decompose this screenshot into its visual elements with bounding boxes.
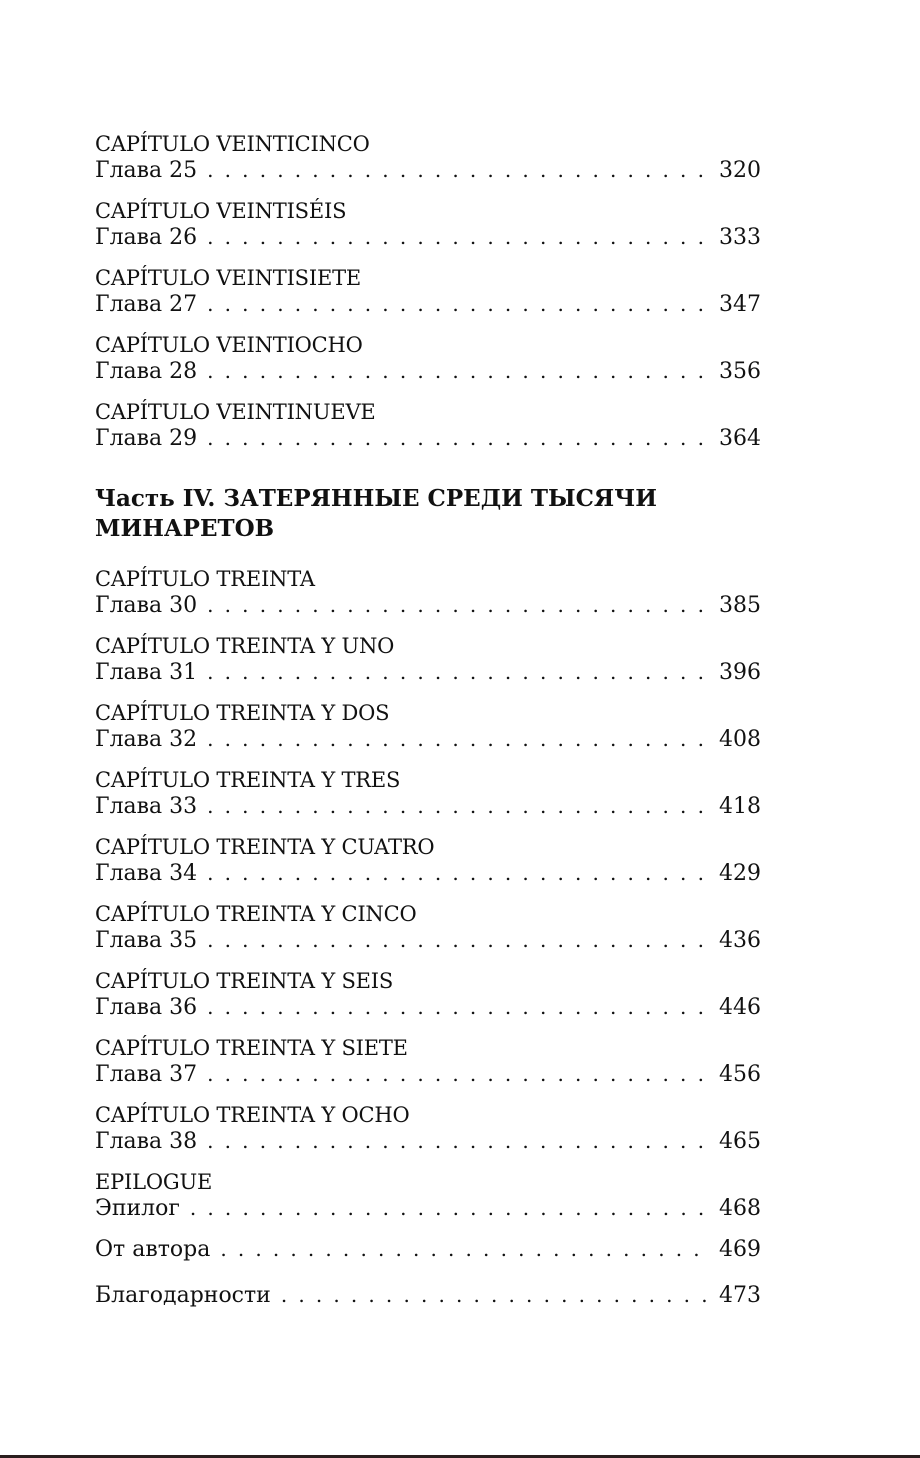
toc-entry-chapter-34 bbox=[95, 834, 761, 886]
page-number: 385 bbox=[719, 593, 761, 618]
part-heading: Часть IV. ЗАТЕРЯННЫЕ СРЕДИ ТЫСЯЧИ МИНАРЕТОВ bbox=[95, 485, 657, 542]
toc-entry-chapter-25 bbox=[95, 131, 761, 183]
dot-leader bbox=[207, 860, 707, 886]
toc-line bbox=[95, 994, 761, 1020]
page-number: 347 bbox=[719, 292, 761, 317]
toc-line bbox=[95, 860, 761, 886]
dot-leader bbox=[207, 592, 707, 618]
chapter-spanish-title: CAPÍTULO VEINTICINCO bbox=[95, 132, 370, 156]
toc-line bbox=[95, 726, 761, 752]
toc-entry-chapter-33 bbox=[95, 767, 761, 819]
toc-line bbox=[95, 793, 761, 819]
dot-leader bbox=[207, 1128, 707, 1154]
dot-leader bbox=[220, 1236, 707, 1262]
toc-entry-epilogue bbox=[95, 1169, 761, 1221]
chapter-title: Глава 31 bbox=[95, 660, 198, 685]
chapter-spanish-title: CAPÍTULO TREINTA Y OCHO bbox=[95, 1103, 410, 1127]
chapter-title: Глава 37 bbox=[95, 1062, 198, 1087]
dot-leader bbox=[281, 1282, 707, 1308]
chapter-spanish-title: CAPÍTULO VEINTISIETE bbox=[95, 266, 362, 290]
chapter-title: Глава 25 bbox=[95, 158, 198, 183]
toc-entry-chapter-32 bbox=[95, 700, 761, 752]
chapter-spanish-title: CAPÍTULO TREINTA Y UNO bbox=[95, 634, 395, 658]
toc-line bbox=[95, 1128, 761, 1154]
page-number: 418 bbox=[719, 794, 761, 819]
dot-leader bbox=[207, 291, 707, 317]
dot-leader bbox=[207, 157, 707, 183]
chapter-title: Эпилог bbox=[95, 1196, 180, 1221]
toc-entry-chapter-36 bbox=[95, 968, 761, 1020]
page-number: 446 bbox=[719, 995, 761, 1020]
dot-leader bbox=[207, 793, 707, 819]
chapter-title: Глава 34 bbox=[95, 861, 198, 886]
chapter-spanish-title: CAPÍTULO TREINTA Y SIETE bbox=[95, 1036, 408, 1060]
toc-entry-chapter-29 bbox=[95, 399, 761, 451]
chapter-spanish-title: CAPÍTULO TREINTA Y CINCO bbox=[95, 902, 417, 926]
page-number: 429 bbox=[719, 861, 761, 886]
chapter-title: Глава 32 bbox=[95, 727, 198, 752]
dot-leader bbox=[207, 659, 707, 685]
chapter-spanish-title: CAPÍTULO TREINTA Y SEIS bbox=[95, 969, 394, 993]
toc-entry-chapter-27 bbox=[95, 265, 761, 317]
chapter-title: Глава 29 bbox=[95, 426, 198, 451]
chapter-spanish-title: CAPÍTULO TREINTA Y DOS bbox=[95, 701, 390, 725]
toc-line bbox=[95, 927, 761, 953]
toc-line bbox=[95, 358, 761, 384]
dot-leader bbox=[207, 994, 707, 1020]
page-number: 364 bbox=[719, 426, 761, 451]
dot-leader bbox=[207, 425, 707, 451]
chapter-title: Глава 27 bbox=[95, 292, 198, 317]
toc-line bbox=[95, 224, 761, 250]
toc-line bbox=[95, 425, 761, 451]
toc-line bbox=[95, 659, 761, 685]
toc-line bbox=[95, 291, 761, 317]
chapter-spanish-title: CAPÍTULO TREINTA Y CUATRO bbox=[95, 835, 435, 859]
dot-leader bbox=[207, 1061, 707, 1087]
toc-line bbox=[95, 1282, 761, 1308]
chapter-spanish-title: CAPÍTULO VEINTIOCHO bbox=[95, 333, 363, 357]
chapter-title: Глава 26 bbox=[95, 225, 198, 250]
chapter-spanish-title: CAPÍTULO TREINTA Y TRES bbox=[95, 768, 401, 792]
toc-entry-chapter-35 bbox=[95, 901, 761, 953]
chapter-spanish-title: CAPÍTULO VEINTISÉIS bbox=[95, 199, 347, 223]
page-number: 396 bbox=[719, 660, 761, 685]
chapter-spanish-title: CAPÍTULO TREINTA bbox=[95, 567, 315, 591]
dot-leader bbox=[207, 927, 707, 953]
page-number: 320 bbox=[719, 158, 761, 183]
chapter-title: Глава 28 bbox=[95, 359, 198, 384]
toc-entry-chapter-31 bbox=[95, 633, 761, 685]
page-number: 465 bbox=[719, 1129, 761, 1154]
table-of-contents bbox=[95, 131, 761, 1328]
toc-line bbox=[95, 1236, 761, 1262]
toc-entry-chapter-26 bbox=[95, 198, 761, 250]
chapter-title: Глава 35 bbox=[95, 928, 198, 953]
page-number: 456 bbox=[719, 1062, 761, 1087]
toc-line bbox=[95, 1061, 761, 1087]
dot-leader bbox=[190, 1195, 707, 1221]
dot-leader bbox=[207, 224, 707, 250]
toc-entry-chapter-38 bbox=[95, 1102, 761, 1154]
page-number: 408 bbox=[719, 727, 761, 752]
page-number: 468 bbox=[719, 1196, 761, 1221]
dot-leader bbox=[207, 358, 707, 384]
chapter-title: Глава 33 bbox=[95, 794, 198, 819]
section-title: Благодарности bbox=[95, 1283, 271, 1308]
chapter-title: Глава 30 bbox=[95, 593, 198, 618]
page-number: 333 bbox=[719, 225, 761, 250]
toc-entry-chapter-28 bbox=[95, 332, 761, 384]
toc-line bbox=[95, 592, 761, 618]
page-number: 356 bbox=[719, 359, 761, 384]
toc-entry-author-note bbox=[95, 1236, 761, 1262]
toc-entry-chapter-37 bbox=[95, 1035, 761, 1087]
page-number: 473 bbox=[719, 1283, 761, 1308]
toc-line bbox=[95, 157, 761, 183]
chapter-title: Глава 36 bbox=[95, 995, 198, 1020]
toc-entry-chapter-30 bbox=[95, 566, 761, 618]
toc-line bbox=[95, 1195, 761, 1221]
chapter-spanish-title: CAPÍTULO VEINTINUEVE bbox=[95, 400, 376, 424]
page-number: 469 bbox=[719, 1237, 761, 1262]
chapter-title: Глава 38 bbox=[95, 1129, 198, 1154]
page-number: 436 bbox=[719, 928, 761, 953]
chapter-spanish-title: EPILOGUE bbox=[95, 1170, 213, 1194]
toc-entry-acknowledgements bbox=[95, 1282, 761, 1308]
dot-leader bbox=[207, 726, 707, 752]
section-title: От автора bbox=[95, 1237, 211, 1262]
